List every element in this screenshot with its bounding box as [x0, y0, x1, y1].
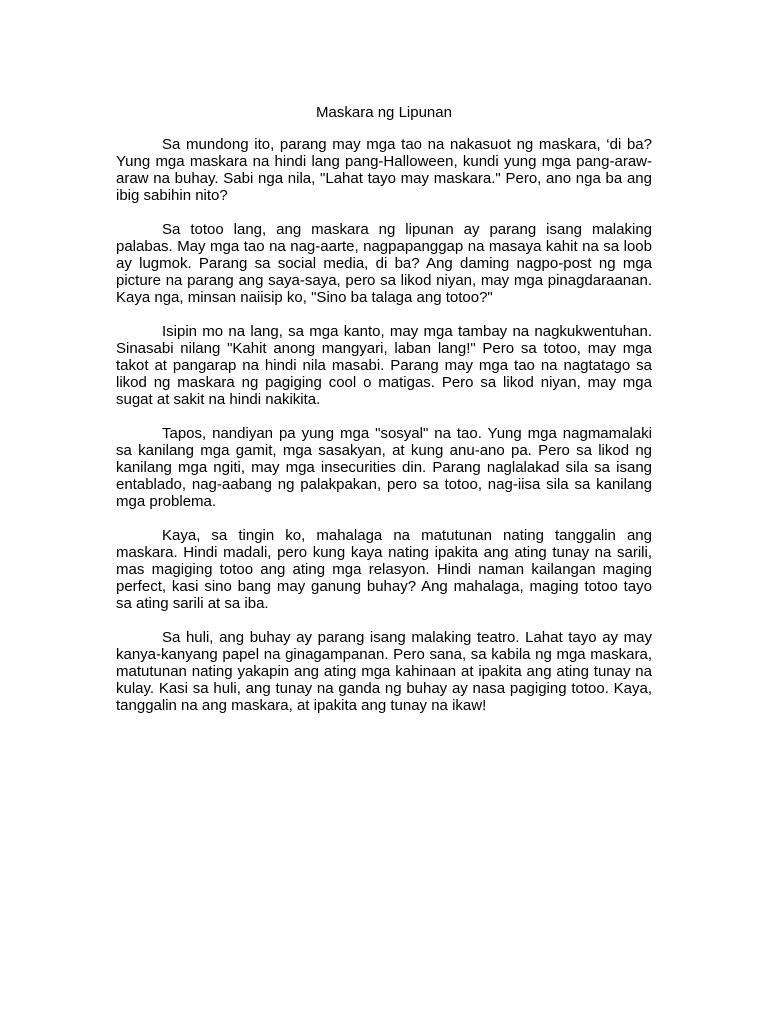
- paragraph-1: Sa mundong ito, parang may mga tao na nakasuot ng maskara, ‘di ba? Yung mga maskara na hindi lang pang-Halloween, kundi yung mga pang-araw-araw na buhay. Sabi nga nila, "Lahat tayo may maskara." Pero, ano nga ba ang ibig sabihin nito?: [116, 136, 652, 204]
- paragraph-6: Sa huli, ang buhay ay parang isang malaking teatro. Lahat tayo ay may kanya-kanyang papel na ginagampanan. Pero sana, sa kabila ng mga maskara, matutunan nating yakapin ang ating mga kahinaan at ipakita ang ating tunay na kulay. Kasi sa huli, ang tunay na ganda ng buhay ay nasa pagiging totoo. Kaya, tanggalin na ang maskara, at ipakita ang tunay na ikaw!: [116, 629, 652, 714]
- document-title: Maskara ng Lipunan: [316, 104, 452, 121]
- paragraph-3: Isipin mo na lang, sa mga kanto, may mga tambay na nagkukwentuhan. Sinasabi nilang "Kahit anong mangyari, laban lang!" Pero sa totoo, may mga takot at pangarap na hindi nila masabi. Parang may mga tao na nagtatago sa likod ng maskara ng pagiging cool o matigas. Pero sa likod niyan, may mga sugat at sakit na hindi nakikita.: [116, 323, 652, 408]
- document-body: [116, 104, 652, 731]
- paragraph-2: Sa totoo lang, ang maskara ng lipunan ay parang isang malaking palabas. May mga tao na nag-aarte, nagpapanggap na masaya kahit na sa loob ay lugmok. Parang sa social media, di ba? Ang daming nagpo-post ng mga picture na parang ang saya-saya, pero sa likod niyan, may mga pinagdaraanan. Kaya nga, minsan naiisip ko, "Sino ba talaga ang totoo?": [116, 221, 652, 306]
- paragraph-5: Kaya, sa tingin ko, mahalaga na matutunan nating tanggalin ang maskara. Hindi madali, pero kung kaya nating ipakita ang ating tunay na sarili, mas magiging totoo ang ating mga relasyon. Hindi naman kailangan maging perfect, kasi sino bang may ganung buhay? Ang mahalaga, maging totoo tayo sa ating sarili at sa iba.: [116, 527, 652, 612]
- paragraph-4: Tapos, nandiyan pa yung mga "sosyal" na tao. Yung mga nagmamalaki sa kanilang mga gamit, mga sasakyan, at kung anu-ano pa. Pero sa likod ng kanilang mga ngiti, may mga insecurities din. Parang naglalakad sila sa isang entablado, nag-aabang ng palakpakan, pero sa totoo, nag-iisa sila sa kanilang mga problema.: [116, 425, 652, 510]
